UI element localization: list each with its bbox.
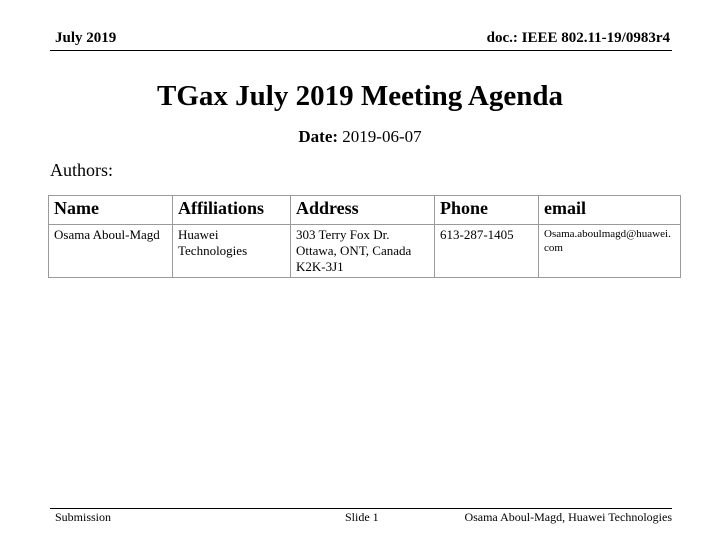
header-doc-id: doc.: IEEE 802.11-19/0983r4 — [486, 30, 670, 46]
authors-label: Authors: — [50, 160, 113, 180]
date-line — [0, 127, 720, 147]
author-phone: 613-287-1405 — [435, 225, 539, 278]
table-row — [49, 225, 681, 278]
footer-divider — [50, 508, 672, 509]
date-value: 2019-06-07 — [342, 127, 422, 146]
author-address: 303 Terry Fox Dr. Ottawa, ONT, Canada K2K-3J1 — [291, 225, 435, 278]
author-affiliation: Huawei Technologies — [173, 225, 291, 278]
footer-author: Osama Aboul-Magd, Huawei Technologies — [464, 510, 672, 524]
header-divider — [50, 50, 672, 51]
slide-title: TGax July 2019 Meeting Agenda — [156, 80, 563, 112]
footer-submission: Submission — [55, 510, 112, 524]
footer-slide-number: Slide 1 — [345, 510, 379, 524]
header-date: July 2019 — [55, 30, 117, 46]
author-email: Osama.aboulmagd@huawei.com — [539, 225, 681, 278]
col-header-affiliations: Affiliations — [173, 196, 291, 225]
col-header-phone: Phone — [435, 196, 539, 225]
author-name: Osama Aboul-Magd — [49, 225, 173, 278]
authors-table — [48, 195, 681, 278]
date-label: Date: — [298, 127, 339, 146]
col-header-name: Name — [49, 196, 173, 225]
col-header-email: email — [539, 196, 681, 225]
table-header-row — [49, 196, 681, 225]
col-header-address: Address — [291, 196, 435, 225]
